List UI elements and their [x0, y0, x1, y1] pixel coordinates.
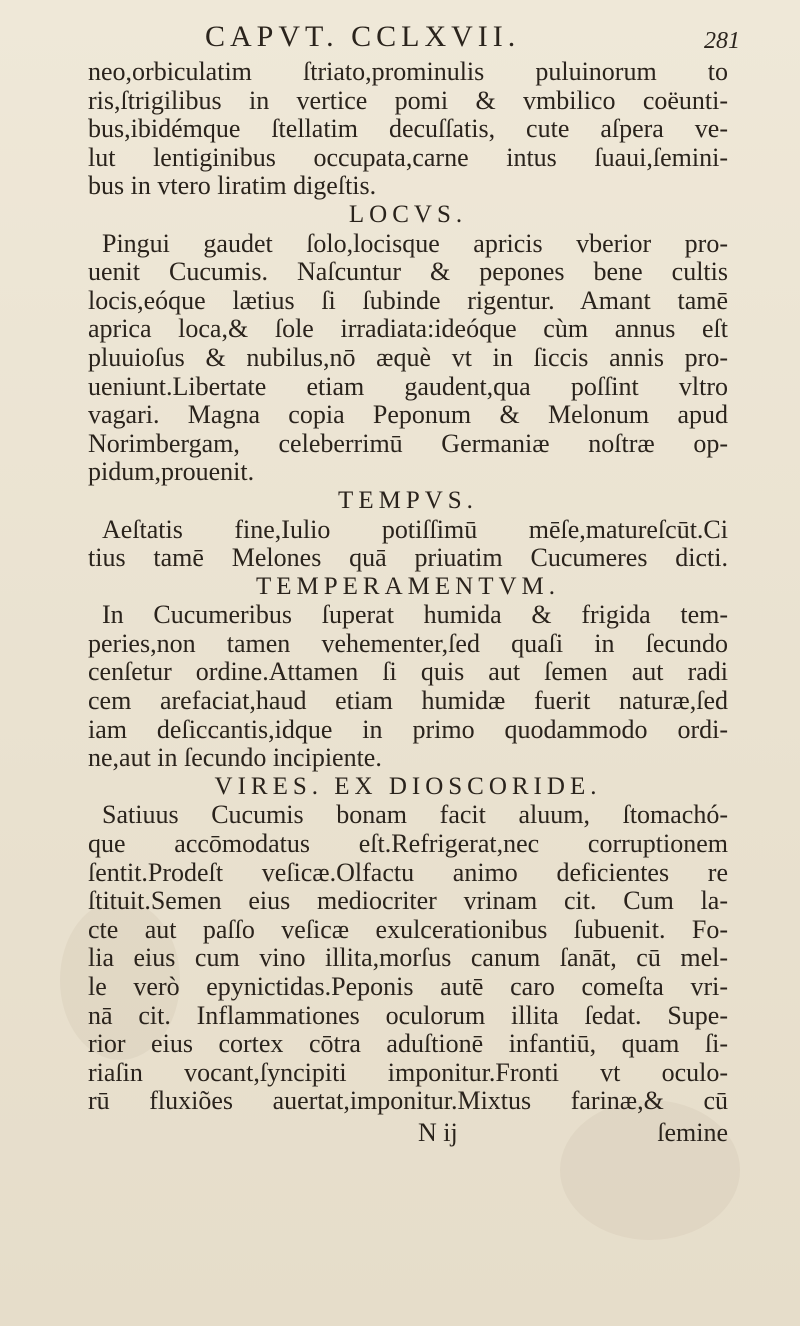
section-heading: LOCVS. — [348, 200, 468, 228]
text-line: bus in vtero liratim digeſtis. — [88, 171, 377, 201]
page-header — [0, 18, 800, 58]
text-line: ris,ſtrigilibus in vertice pomi & vmbilico coëunti- — [88, 85, 728, 115]
text-line: cte aut paſſo veſicæ exulcerationibus ſubuenit. Fo- — [88, 914, 728, 944]
text-line: locis,eóque lætius ſi ſubinde rigentur. Amant tamē — [88, 285, 728, 315]
catchword: ſemine — [657, 1118, 728, 1148]
text-line: Pingui gaudet ſolo,locisque apricis vberior pro- — [102, 228, 728, 258]
section-heading: TEMPVS. — [338, 486, 478, 514]
text-line: neo,orbiculatim ſtriato,prominulis puluinorum to — [88, 57, 728, 86]
text-line: le verò epynictidas.Peponis autē caro comeſta vri- — [88, 972, 728, 1001]
section-heading: TEMPERAMENTVM. — [255, 572, 561, 600]
text-line: peries,non tamen vehementer,ſed quaſi in ſecundo — [88, 628, 728, 658]
body-text — [88, 58, 728, 1116]
text-line: pidum,prouenit. — [88, 457, 255, 487]
text-line: pluuioſus & nubilus,nō æquè vt in ſiccis annis pro- — [88, 342, 728, 372]
section-heading: VIRES. EX DIOSCORIDE. — [214, 772, 602, 800]
running-head: CAPVT. CCLXVII. — [205, 20, 521, 53]
text-line: ne,aut in ſecundo incipiente. — [88, 743, 382, 773]
text-line: Norimbergam, celeberrimū Germaniæ noſtræ op- — [88, 428, 728, 458]
text-line: bus,ibidémque ſtellatim decuſſatis, cute aſpera ve- — [88, 114, 728, 144]
text-line: Satiuus Cucumis bonam facit aluum, ſtomachó- — [102, 800, 728, 830]
text-line: In Cucumeribus ſuperat humida & frigida tem- — [102, 600, 728, 630]
text-line: cenſetur ordine.Attamen ſi quis aut ſemen aut radi — [88, 657, 728, 687]
text-line: lut lentiginibus occupata,carne intus ſuaui,ſemini- — [88, 142, 728, 172]
text-line: nā cit. Inflammationes oculorum illita ſedat. Supe- — [88, 1000, 728, 1030]
text-line: rior eius cortex cōtra aduſtionē infantiū, quam ſi- — [88, 1029, 728, 1059]
text-line: tius tamē Melones quā priuatim Cucumeres dicti. — [88, 543, 728, 573]
footer-line — [88, 1118, 728, 1148]
text-line: lia eius cum vino illita,morſus canum ſanāt, cū mel- — [88, 943, 728, 973]
page-number: 281 — [704, 28, 740, 54]
text-line: que accōmodatus eſt.Refrigerat,nec corruptionem — [88, 829, 728, 859]
text-line: uenit Cucumis. Naſcuntur & pepones bene cultis — [88, 257, 728, 287]
text-line: rū fluxiões auertat,imponitur.Mixtus farinæ,& cū — [88, 1086, 728, 1116]
text-line: ſtituit.Semen eius mediocriter vrinam cit. Cum la- — [88, 886, 728, 916]
text-line: riaſin vocant,ſyncipiti imponitur.Fronti vt oculo- — [88, 1057, 728, 1087]
signature-mark: N ij — [418, 1118, 458, 1148]
text-line: Aeſtatis fine,Iulio potiſſimū mēſe,matureſcūt.Ci — [102, 514, 728, 544]
text-line: ſentit.Prodeſt veſicæ.Olfactu animo deficientes re — [88, 857, 728, 887]
text-line: iam deſiccantis,idque in primo quodammodo ordi- — [88, 714, 728, 744]
text-line: cem arefaciat,haud etiam humidæ fuerit naturæ,ſed — [88, 686, 728, 716]
text-line: aprica loca,& ſole irradiata:ideóque cùm annus eſt — [88, 314, 728, 344]
text-line: ueniunt.Libertate etiam gaudent,qua poſſint vltro — [88, 371, 728, 401]
text-line: vagari. Magna copia Peponum & Melonum apud — [88, 400, 728, 430]
